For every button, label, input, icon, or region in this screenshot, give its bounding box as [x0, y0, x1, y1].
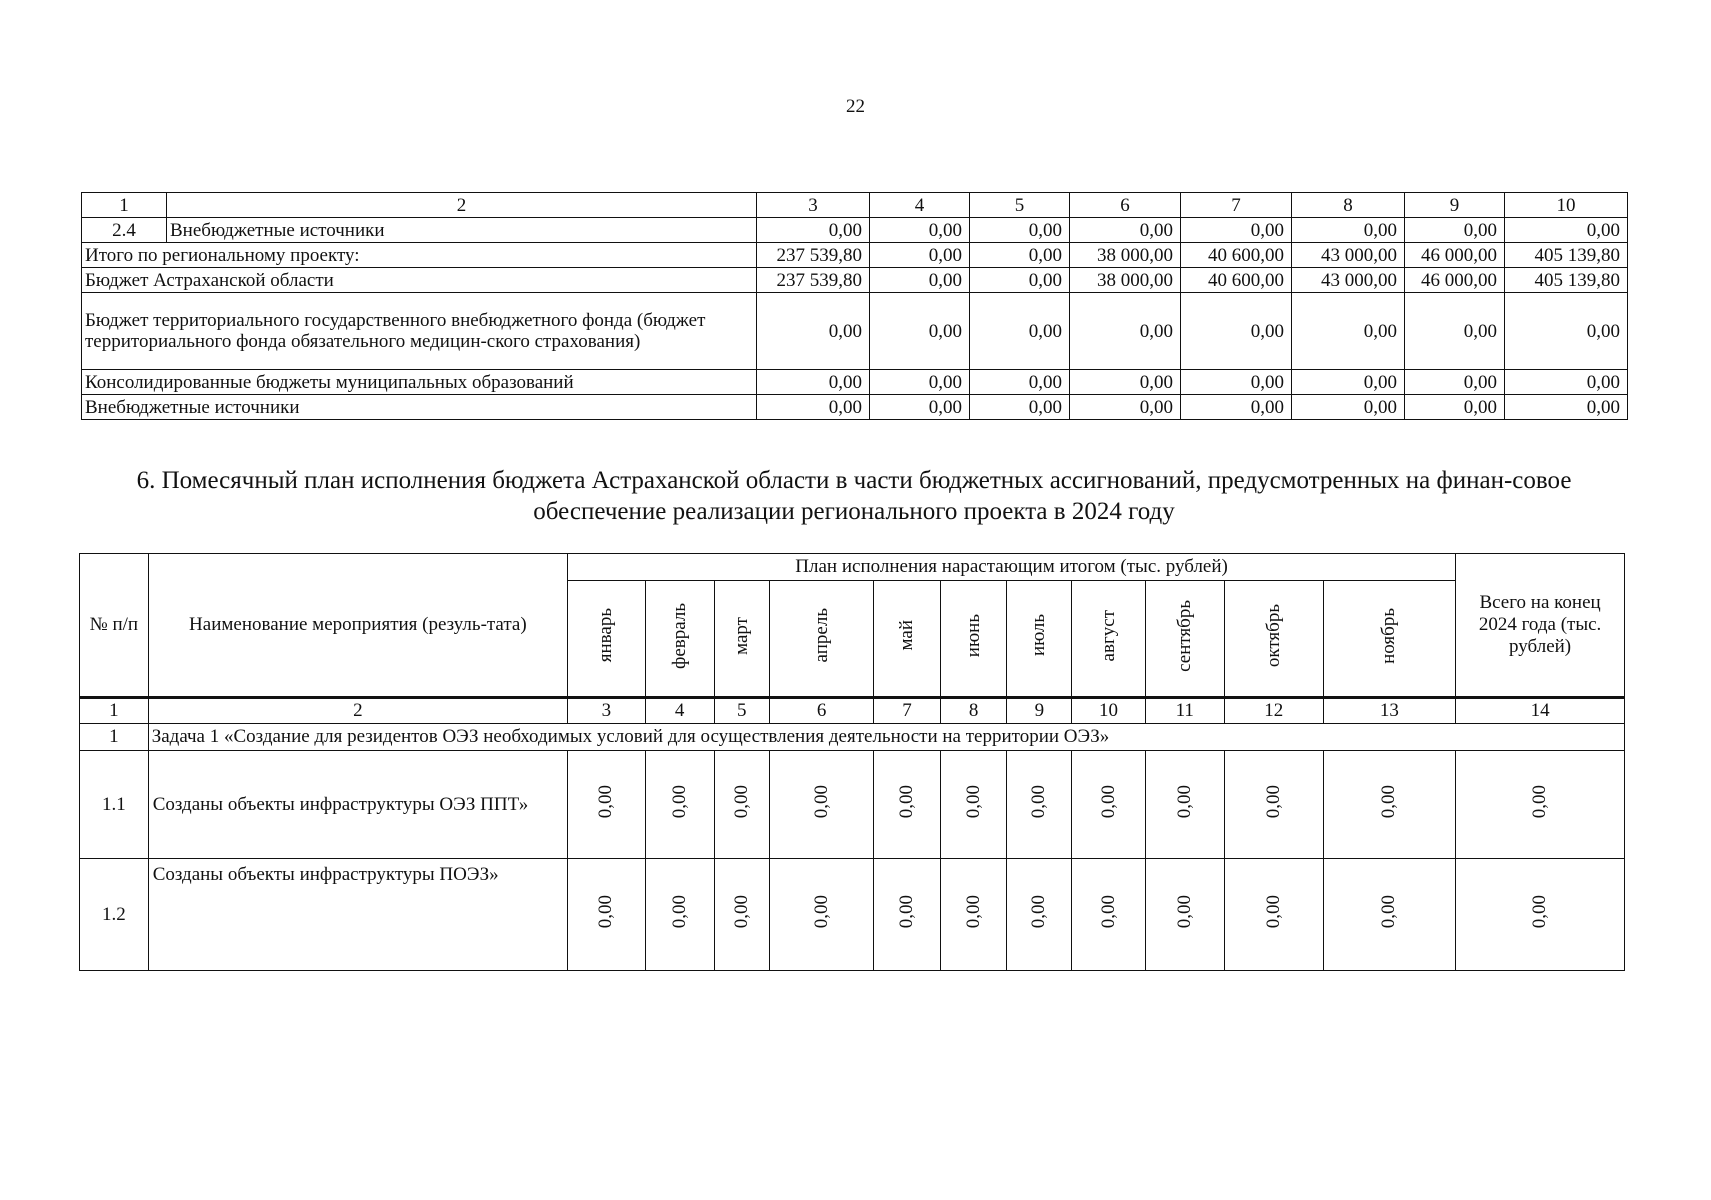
month-header — [568, 581, 646, 698]
value-cell: 0,00 — [1505, 293, 1628, 370]
value-cell — [940, 859, 1007, 971]
value-cell — [874, 859, 941, 971]
value-cell: 0,00 — [870, 395, 970, 420]
value-cell: 0,00 — [1292, 370, 1405, 395]
col-number-cell: 13 — [1323, 698, 1455, 724]
col-number-cell: 14 — [1456, 698, 1625, 724]
value-cell: 0,00 — [870, 218, 970, 243]
column-numbers-row — [80, 698, 1625, 724]
col-number-cell: 9 — [1405, 193, 1505, 218]
value-label: 0,00 — [1378, 784, 1400, 819]
col-number-cell: 5 — [714, 698, 770, 724]
month-header — [714, 581, 770, 698]
col-number-cell: 4 — [645, 698, 714, 724]
month-label: август — [1097, 609, 1119, 662]
value-cell: 40 600,00 — [1181, 268, 1292, 293]
value-cell: 0,00 — [970, 293, 1070, 370]
value-cell — [1145, 751, 1224, 859]
value-cell: 0,00 — [870, 268, 970, 293]
value-label: 0,00 — [1262, 894, 1284, 929]
value-label: 0,00 — [962, 894, 984, 929]
value-cell: 0,00 — [1181, 293, 1292, 370]
value-cell: 38 000,00 — [1070, 243, 1181, 268]
row-number: 1 — [80, 724, 149, 751]
num-header: № п/п — [80, 554, 149, 698]
month-label: май — [895, 620, 917, 651]
value-cell: 43 000,00 — [1292, 268, 1405, 293]
value-cell — [1145, 859, 1224, 971]
month-label: февраль — [668, 602, 690, 669]
value-cell: 0,00 — [1292, 293, 1405, 370]
month-header — [1072, 581, 1146, 698]
month-label: июль — [1028, 614, 1050, 657]
month-header — [1007, 581, 1072, 698]
col-number-cell: 5 — [970, 193, 1070, 218]
row-number: 1.1 — [80, 751, 149, 859]
value-cell: 0,00 — [1505, 395, 1628, 420]
plan-header: План исполнения нарастающим итогом (тыс. рублей) — [568, 554, 1456, 581]
value-cell — [1007, 859, 1072, 971]
table-row — [80, 859, 1625, 971]
table-header-row — [80, 554, 1625, 581]
value-cell: 405 139,80 — [1505, 268, 1628, 293]
value-cell: 0,00 — [1070, 370, 1181, 395]
value-label: 0,00 — [730, 894, 752, 929]
value-cell — [1072, 859, 1146, 971]
col-number-cell: 10 — [1072, 698, 1146, 724]
value-cell — [1323, 751, 1455, 859]
value-label: 0,00 — [1262, 784, 1284, 819]
col-number-cell: 8 — [940, 698, 1007, 724]
total-header: Всего на конец 2024 года (тыс. рублей) — [1456, 554, 1625, 698]
value-cell: 0,00 — [757, 293, 870, 370]
table-row — [82, 395, 1628, 420]
value-cell: 0,00 — [1181, 218, 1292, 243]
value-cell: 0,00 — [1292, 218, 1405, 243]
value-label: 0,00 — [1378, 894, 1400, 929]
value-cell: 0,00 — [757, 370, 870, 395]
month-header — [1224, 581, 1323, 698]
value-cell — [714, 859, 770, 971]
col-number-cell: 11 — [1145, 698, 1224, 724]
task-row — [80, 724, 1625, 751]
row-label: Внебюджетные источники — [82, 395, 757, 420]
value-cell — [874, 751, 941, 859]
monthly-plan-table — [79, 553, 1625, 971]
value-cell — [568, 751, 646, 859]
value-cell — [1323, 859, 1455, 971]
value-cell — [1456, 751, 1625, 859]
value-label: 0,00 — [810, 894, 832, 929]
value-cell — [940, 751, 1007, 859]
month-label: июнь — [962, 613, 984, 658]
value-cell: 0,00 — [970, 370, 1070, 395]
value-cell: 0,00 — [870, 370, 970, 395]
value-cell: 0,00 — [1505, 370, 1628, 395]
value-cell — [1007, 751, 1072, 859]
value-cell — [1072, 751, 1146, 859]
value-cell: 0,00 — [757, 395, 870, 420]
value-cell — [1224, 859, 1323, 971]
value-label: 0,00 — [810, 784, 832, 819]
value-cell: 0,00 — [870, 293, 970, 370]
value-cell: 405 139,80 — [1505, 243, 1628, 268]
value-cell: 0,00 — [1070, 395, 1181, 420]
value-cell: 0,00 — [1070, 218, 1181, 243]
activity-name: Созданы объекты инфраструктуры ОЭЗ ППТ» — [148, 751, 567, 859]
value-label: 0,00 — [668, 784, 690, 819]
col-number-cell: 2 — [148, 698, 567, 724]
col-number-cell: 8 — [1292, 193, 1405, 218]
month-label: октябрь — [1262, 603, 1284, 668]
value-label: 0,00 — [595, 784, 617, 819]
value-cell: 0,00 — [1405, 370, 1505, 395]
month-header — [874, 581, 941, 698]
col-number-cell: 6 — [770, 698, 874, 724]
value-cell: 46 000,00 — [1405, 268, 1505, 293]
value-label: 0,00 — [895, 894, 917, 929]
value-cell: 0,00 — [757, 218, 870, 243]
value-label: 0,00 — [1173, 784, 1195, 819]
value-cell: 237 539,80 — [757, 268, 870, 293]
value-cell: 237 539,80 — [757, 243, 870, 268]
month-header — [770, 581, 874, 698]
month-label: ноябрь — [1378, 607, 1400, 664]
col-number-cell: 7 — [874, 698, 941, 724]
value-cell: 0,00 — [1405, 395, 1505, 420]
value-cell: 40 600,00 — [1181, 243, 1292, 268]
value-label: 0,00 — [1028, 784, 1050, 819]
table-header-row — [82, 193, 1628, 218]
value-label: 0,00 — [1529, 894, 1551, 929]
month-header — [1145, 581, 1224, 698]
table-row — [82, 293, 1628, 370]
budget-sources-table — [81, 192, 1628, 420]
value-cell — [645, 859, 714, 971]
task-label: Задача 1 «Создание для резидентов ОЭЗ необходимых условий для осуществления деятельности на территории ОЭЗ» — [148, 724, 1624, 751]
value-cell — [770, 859, 874, 971]
col-number-cell: 12 — [1224, 698, 1323, 724]
month-header — [1323, 581, 1455, 698]
table-row — [82, 218, 1628, 243]
value-cell: 0,00 — [1181, 395, 1292, 420]
col-number-cell: 9 — [1007, 698, 1072, 724]
section-title: 6. Помесячный план исполнения бюджета Астраханской области в части бюджетных ассигнований, предусмотренных на финан-совое обеспечение реализации регионального проекта в 2024 году — [136, 467, 1572, 525]
row-label: Консолидированные бюджеты муниципальных образований — [82, 370, 757, 395]
col-number-cell: 6 — [1070, 193, 1181, 218]
table-row — [80, 751, 1625, 859]
row-label: Бюджет территориального государственного внебюджетного фонда (бюджет территориального фонда обязательного медицин-ского страхования) — [82, 293, 757, 370]
col-number-cell: 3 — [568, 698, 646, 724]
table-row — [82, 370, 1628, 395]
value-cell: 0,00 — [970, 218, 1070, 243]
value-cell: 43 000,00 — [1292, 243, 1405, 268]
month-label: март — [730, 616, 752, 655]
name-header: Наименование мероприятия (резуль-тата) — [148, 554, 567, 698]
col-number-cell: 1 — [80, 698, 149, 724]
value-cell — [714, 751, 770, 859]
table-row — [82, 268, 1628, 293]
value-label: 0,00 — [1097, 894, 1119, 929]
value-label: 0,00 — [895, 784, 917, 819]
value-cell: 0,00 — [1070, 293, 1181, 370]
value-cell: 0,00 — [870, 243, 970, 268]
row-label: Бюджет Астраханской области — [82, 268, 757, 293]
col-number-cell: 10 — [1505, 193, 1628, 218]
value-cell: 0,00 — [1505, 218, 1628, 243]
month-header — [940, 581, 1007, 698]
value-cell: 0,00 — [970, 268, 1070, 293]
month-header — [645, 581, 714, 698]
row-label: Внебюджетные источники — [167, 218, 757, 243]
value-cell: 0,00 — [970, 395, 1070, 420]
month-label: сентябрь — [1173, 599, 1195, 672]
month-label: январь — [595, 608, 617, 663]
value-cell: 38 000,00 — [1070, 268, 1181, 293]
col-number-cell: 2 — [167, 193, 757, 218]
col-number-cell: 3 — [757, 193, 870, 218]
value-label: 0,00 — [962, 784, 984, 819]
page-number: 22 — [846, 96, 865, 117]
value-cell: 0,00 — [1405, 218, 1505, 243]
value-cell — [770, 751, 874, 859]
value-label: 0,00 — [730, 784, 752, 819]
value-cell — [1224, 751, 1323, 859]
value-cell: 0,00 — [1292, 395, 1405, 420]
value-label: 0,00 — [1173, 894, 1195, 929]
value-label: 0,00 — [595, 894, 617, 929]
value-cell — [1456, 859, 1625, 971]
col-number-cell: 7 — [1181, 193, 1292, 218]
value-cell: 0,00 — [1181, 370, 1292, 395]
value-cell: 46 000,00 — [1405, 243, 1505, 268]
value-cell — [645, 751, 714, 859]
table-row — [82, 243, 1628, 268]
value-cell — [568, 859, 646, 971]
value-label: 0,00 — [1529, 784, 1551, 819]
col-number-cell: 1 — [82, 193, 167, 218]
value-label: 0,00 — [668, 894, 690, 929]
activity-name: Созданы объекты инфраструктуры ПОЭЗ» — [148, 859, 567, 971]
row-label: Итого по региональному проекту: — [82, 243, 757, 268]
value-cell: 0,00 — [970, 243, 1070, 268]
row-number: 2.4 — [82, 218, 167, 243]
row-number: 1.2 — [80, 859, 149, 971]
col-number-cell: 4 — [870, 193, 970, 218]
value-label: 0,00 — [1028, 894, 1050, 929]
value-cell: 0,00 — [1405, 293, 1505, 370]
value-label: 0,00 — [1097, 784, 1119, 819]
month-label: апрель — [810, 608, 832, 663]
